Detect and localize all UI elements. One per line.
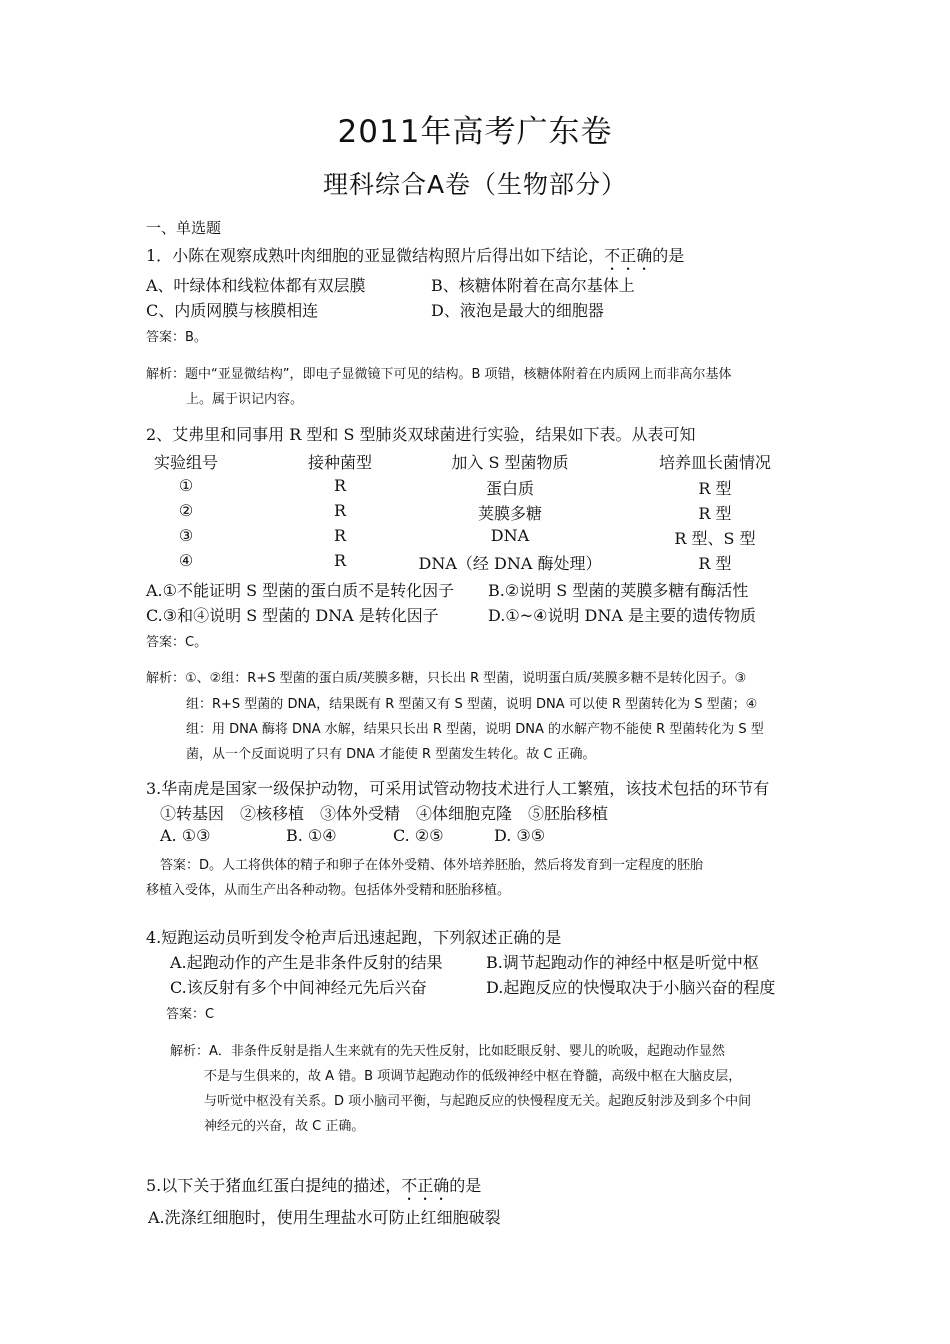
q3-option-c: C. ②⑤ [393,826,444,845]
q5-emphasis: 不正确 [401,1176,450,1195]
q1-option-b: B、核糖体附着在高尔基体上 [431,276,635,295]
q3-option-d: D. ③⑤ [494,826,546,845]
q3-items: ①转基因 ②核移植 ③体外受精 ④体细胞克隆 ⑤胚胎移植 [160,804,609,823]
q4-analysis-line4: 神经元的兴奋，故 C 正确。 [204,1119,365,1134]
q4-analysis-line1: 解析：A．非条件反射是指人生来就有的先天性反射，比如眨眼反射、婴儿的吮吸，起跑动作显然 [170,1044,725,1059]
q2-option-b: B.②说明 S 型菌的荚膜多糖有酶活性 [488,581,749,600]
table-cell: R [333,551,347,570]
q2-analysis-line4: 菌，从一个反面说明了只有 DNA 才能使 R 型菌发生转化。故 C 正确。 [186,747,596,762]
q2-option-a: A.①不能证明 S 型菌的蛋白质不是转化因子 [146,581,455,600]
q4-stem: 4.短跑运动员听到发令枪声后迅速起跑，下列叙述正确的是 [146,928,562,947]
q4-option-d: D.起跑反应的快慢取决于小脑兴奋的程度 [486,978,776,997]
table-cell: R [333,476,347,495]
q4-answer: 答案：C [166,1007,215,1022]
q4-analysis-line3: 与听觉中枢没有关系。D 项小脑司平衡，与起跑反应的快慢程度无关。起跑反射涉及到多个中间 [204,1094,752,1109]
page-title: 2011年高考广东卷 [337,114,613,150]
table-cell: ② [178,501,194,520]
q1-answer: 答案：B。 [146,330,207,345]
table-cell: R 型 [698,504,732,523]
q1-analysis-line2: 上。属于识记内容。 [186,392,304,407]
table-header-cell: 加入 S 型菌物质 [451,453,569,472]
q1-emphasis: 不正确 [604,246,653,265]
table-cell: DNA [490,526,530,545]
q3-answer-line1: 答案：D。人工将供体的精子和卵子在体外受精、体外培养胚胎，然后将发育到一定程度的胚胎 [160,858,704,873]
table-header-cell: 接种菌型 [307,453,372,472]
q3-option-b: B. ①④ [286,826,337,845]
table-cell: R 型 [698,554,732,573]
table-cell: R 型 [698,479,732,498]
table-cell: R [333,526,347,545]
q2-analysis-line3: 组：用 DNA 酶将 DNA 水解，结果只长出 R 型菌，说明 DNA 的水解产物不能使 R 型菌转化为 S 型 [186,722,764,737]
q4-option-a: A.起跑动作的产生是非条件反射的结果 [170,953,443,972]
q1-stem: 1．小陈在观察成熟叶肉细胞的亚显微结构照片后得出如下结论，不正确的是 [146,246,685,265]
page-subtitle: 理科综合A卷（生物部分） [322,170,628,199]
q2-analysis-line2: 组：R+S 型菌的 DNA，结果既有 R 型菌又有 S 型菌，说明 DNA 可以使 R 型菌转化为 S 型菌；④ [186,697,758,712]
table-cell: DNA（经 DNA 酶处理） [418,554,602,573]
q3-stem: 3.华南虎是国家一级保护动物，可采用试管动物技术进行人工繁殖，该技术包括的环节有 [146,779,770,798]
table-cell: ④ [178,551,194,570]
q2-analysis-line1: 解析：①、②组：R+S 型菌的蛋白质/荚膜多糖，只长出 R 型菌，说明蛋白质/荚膜多糖不是转化因子。③ [146,671,747,686]
table-cell: R [333,501,347,520]
q2-option-d: D.①~④说明 DNA 是主要的遗传物质 [488,606,756,625]
q1-analysis-line1: 解析：题中“亚显微结构”，即电子显微镜下可见的结构。B 项错，核糖体附着在内质网上而非高尔基体 [146,367,732,382]
table-cell: 蛋白质 [485,479,534,498]
q1-option-c: C、内质网膜与核膜相连 [146,301,319,320]
q4-analysis-line2: 不是与生俱来的，故 A 错。B 项调节起跑动作的低级神经中枢在脊髓，高级中枢在大脑皮层， [204,1069,742,1084]
table-header-cell: 实验组号 [153,453,218,472]
table-cell: R 型、S 型 [674,529,756,548]
q3-answer-line2: 移植入受体，从而生产出各种动物。包括体外受精和胚胎移植。 [146,883,511,898]
table-header-cell: 培养皿长菌情况 [658,453,771,472]
q1-option-a: A、叶绿体和线粒体都有双层膜 [146,276,366,295]
q2-answer: 答案：C。 [146,635,208,650]
q4-option-c: C.该反射有多个中间神经元先后兴奋 [170,978,427,997]
q2-stem: 2、艾弗里和同事用 R 型和 S 型肺炎双球菌进行实验，结果如下表。从表可知 [146,425,696,444]
table-cell: 荚膜多糖 [477,504,542,523]
q4-option-b: B.调节起跑动作的神经中枢是听觉中枢 [486,953,759,972]
table-cell: ① [178,476,194,495]
q5-option-a: A.洗涤红细胞时，使用生理盐水可防止红细胞破裂 [148,1208,501,1227]
q1-option-d: D、液泡是最大的细胞器 [431,301,604,320]
section-heading: 一、单选题 [146,219,222,237]
q2-option-c: C.③和④说明 S 型菌的 DNA 是转化因子 [146,606,439,625]
table-cell: ③ [178,526,194,545]
q5-stem: 5.以下关于猪血红蛋白提纯的描述，不正确的是 [146,1176,482,1195]
q3-option-a: A. ①③ [160,826,211,845]
